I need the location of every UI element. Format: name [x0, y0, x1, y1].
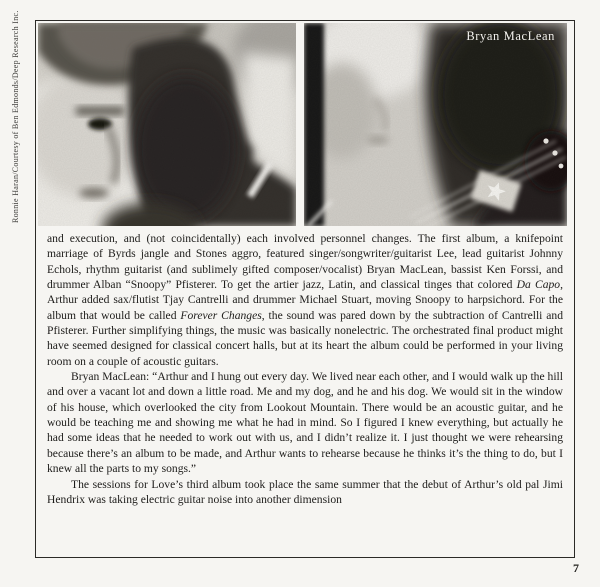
photo-left-panel [38, 23, 296, 226]
article-text [47, 231, 563, 553]
photo [38, 23, 567, 226]
paragraph: Bryan MacLean: “Arthur and I hung out every day. We lived near each other, and I would walk up the hill and over a vacant lot and down a little road. Me and my dog, and he and his dog. We would sit in the window of his house, which overlooked the city from Lookout Mountain. There would be an acoustic guitar, and he would be teaching me and showing me what he had in mind. So I figured I knew everything, but actually he had some ideas that he needed to work out with us, and I didn’t realize it. I just thought we were rehearsing because there’s an album to be made, and Arthur wants to rehearse because he thinks it’s the thing to do, but I knew all the parts to my songs.” [47, 370, 563, 476]
photo-right-panel [304, 23, 567, 226]
photo-credit: Ronnie Haran/Courtesy of Ben Edmonds/Deep Research Inc. [11, 10, 20, 223]
paragraph: and execution, and (not coincidentally) each involved personnel changes. The first album, a knifepoint marriage of Byrds jangle and Stones aggro, featured singer/songwriter/guitarist Lee, lead guitarist Johnny Echols, rhythm guitarist (and sublimely gifted composer/vocalist) Bryan MacLean, bassist Ken Forssi, and drummer Alban “Snoopy” Pfisterer. To get the artier jazz, Latin, and classical tinges that colored Da Capo, Arthur added sax/flutist Tjay Cantrelli and drummer Michael Stuart, moving Snoopy to harpsichord. For the album that would be called Forever Changes, the sound was pared down by the subtraction of Cantrelli and Pfisterer. Further simplifying things, the music was basically nonelectric. The orchestrated final product might have seemed designed for classical concert halls, but at its heart the album could be performed in your living room on a couple of acoustic guitars. [47, 232, 563, 368]
paragraph: The sessions for Love’s third album took place the same summer that the debut of Arthur’s old pal Jimi Hendrix was taking electric guitar noise into another dimension [47, 477, 563, 506]
portrait-photo-graphic [38, 23, 296, 226]
guitar-photo-graphic [304, 23, 567, 226]
content-frame [35, 20, 575, 558]
photo-panel-divider [296, 23, 304, 226]
page-number: 7 [573, 561, 579, 575]
photo-caption: Bryan MacLean [466, 29, 555, 43]
